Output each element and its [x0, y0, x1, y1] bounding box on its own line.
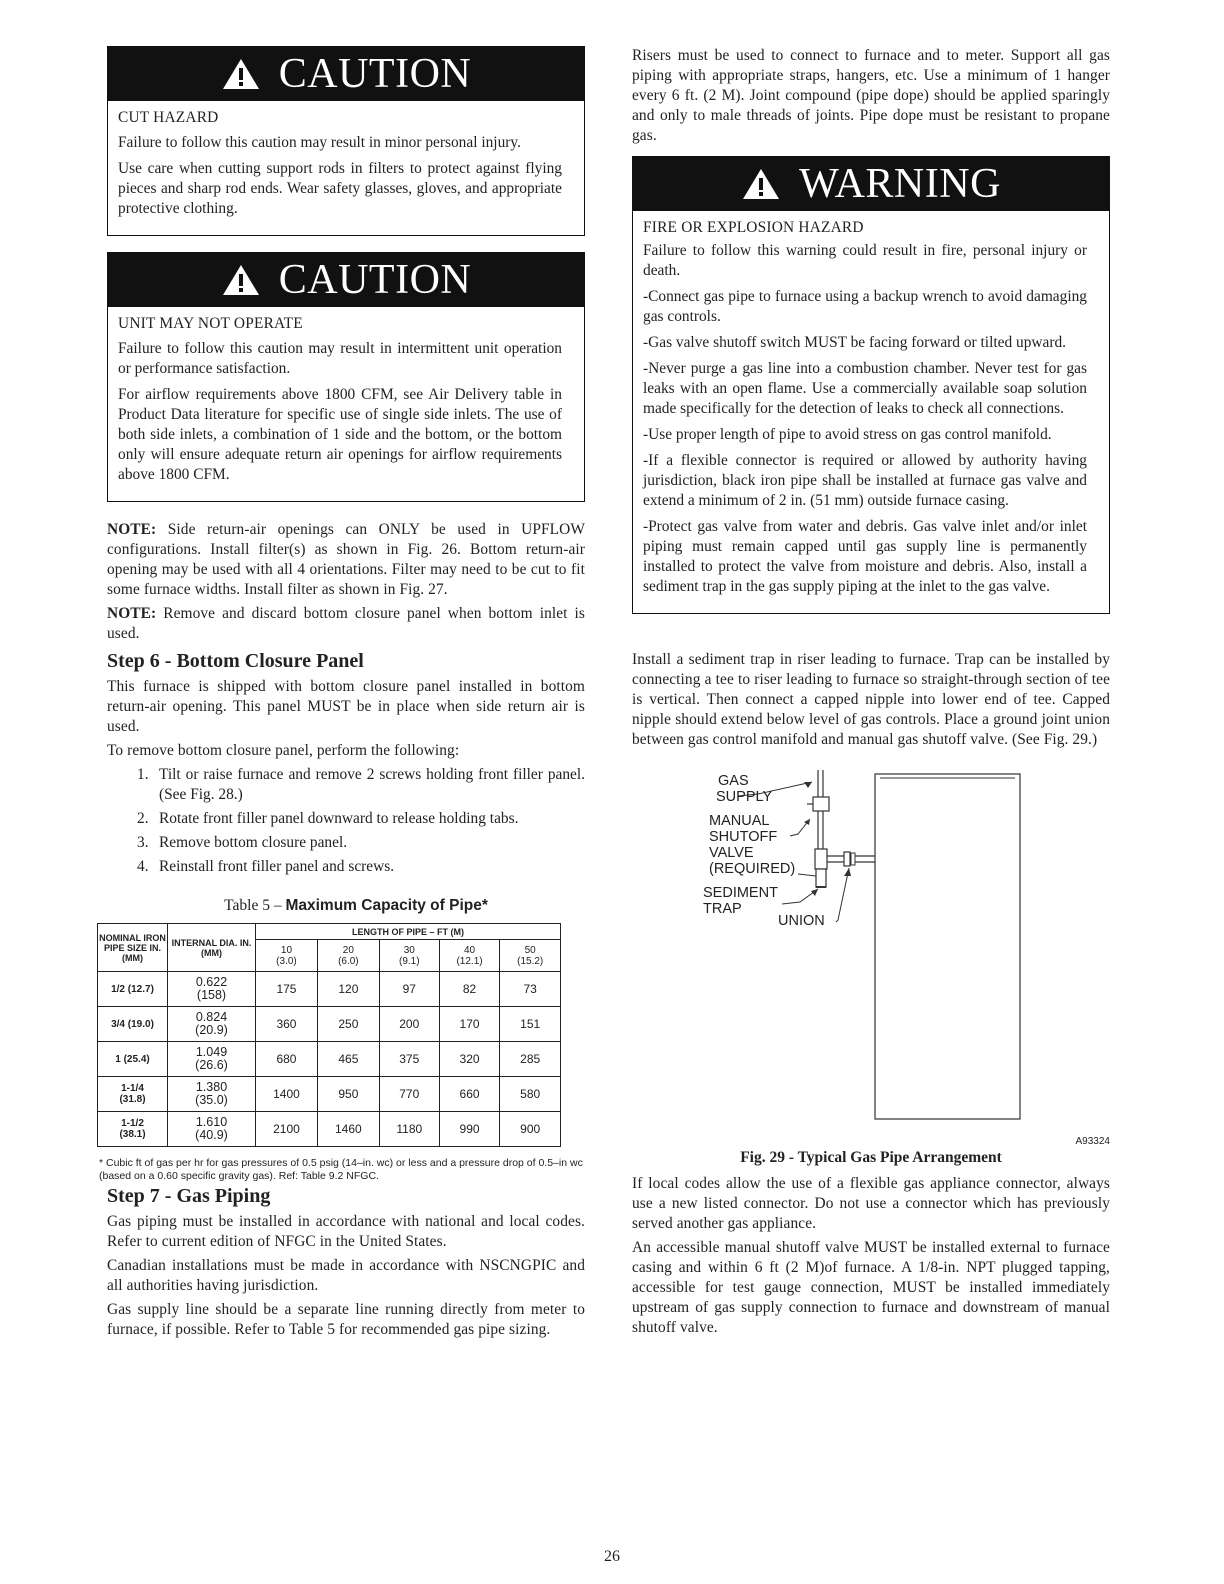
gas-pipe-diagram	[632, 764, 1110, 1144]
label-required: (REQUIRED)	[709, 861, 796, 877]
column-header: NOMINAL IRON PIPE SIZE IN. (MM)	[98, 924, 168, 972]
note-text: Remove and discard bottom closure panel when bottom inlet is used.	[107, 605, 585, 642]
hazard-paragraph: Failure to follow this caution may result in minor personal injury.	[118, 134, 521, 151]
left-column	[99, 46, 585, 1344]
note-paragraph	[107, 520, 585, 600]
caution-box-cut-hazard	[107, 46, 585, 236]
caution-banner	[108, 253, 584, 307]
column-header: LENGTH OF PIPE – FT (M)	[256, 924, 561, 940]
length-header: 30 (9.1)	[379, 940, 439, 972]
closure-panel-steps	[137, 765, 585, 877]
sediment-trap	[816, 869, 826, 887]
label-shutoff: SHUTOFF	[709, 829, 778, 845]
warning-triangle-icon	[741, 167, 781, 201]
pipe-tee	[815, 849, 827, 869]
label-union: UNION	[778, 913, 825, 929]
body-paragraph: Gas piping must be installed in accordance with national and local codes. Refer to current edition of NFGC in the United States.	[107, 1213, 585, 1250]
length-header: 20 (6.0)	[317, 940, 379, 972]
body-paragraph: Install a sediment trap in riser leading to furnace. Trap can be installed by connecting a tee to riser leading to furnace so straight-through section of tee is vertical. Then connect a capped nipple into lower end of tee. Capped nipple should extend below level of gas controls. Place a ground joint union between gas control manifold and manual gas shutoff valve. (See Fig. 29.)	[632, 651, 1110, 748]
caution-banner	[108, 47, 584, 101]
column-header: INTERNAL DIA. IN. (MM)	[168, 924, 256, 972]
note-text: Side return-air openings can ONLY be used in UPFLOW configurations. Install filter(s) as shown in Fig. 26. Bottom return-air opening may be used with all 4 orientations. Filter may need to be cut to fit some furnace widths. Install filter as shown in Fig. 27.	[107, 521, 585, 598]
leader-union	[836, 868, 849, 922]
figure-caption: Fig. 29 - Typical Gas Pipe Arrangement	[740, 1149, 1002, 1166]
hazard-paragraph: -Never purge a gas line into a combustion chamber. Never test for gas leaks with an open flame. Use a commercially available soap solution made specifically for the detection of leaks to check all connections.	[643, 360, 1087, 417]
list-item: 2. Rotate front filler panel downward to release holding tabs.	[137, 810, 519, 827]
warning-box-fire-hazard	[632, 156, 1110, 614]
length-header: 50 (15.2)	[500, 940, 561, 972]
figure-code: A93324	[1075, 1136, 1110, 1147]
figure-29	[632, 764, 1110, 1174]
furnace-casing	[875, 774, 1020, 1119]
body-paragraph: If local codes allow the use of a flexible gas appliance connector, always use a new listed connector. Do not use a connector which has previously served another gas appliance.	[632, 1175, 1110, 1232]
hazard-paragraph: Failure to follow this caution may result in intermittent unit operation or performance satisfaction.	[118, 340, 562, 377]
length-header: 40 (12.1)	[439, 940, 500, 972]
pipe-capacity-table	[97, 923, 561, 1147]
warning-triangle-icon	[221, 263, 261, 297]
hazard-paragraph: Use care when cutting support rods in filters to protect against flying pieces and sharp rod ends. Wear safety glasses, gloves, and appropriate protective clothing.	[118, 160, 562, 217]
table-row: 1-1/4 (31.8) 1.380 (35.0) 1400 950 770 660 580	[98, 1077, 561, 1112]
caution-box-unit-may-not-operate	[107, 252, 585, 502]
page-number: 26	[604, 1548, 620, 1565]
body-paragraph: Gas supply line should be a separate line running directly from meter to furnace, if possible. Refer to Table 5 for recommended gas pipe sizing.	[107, 1301, 585, 1338]
list-item: 3. Remove bottom closure panel.	[137, 834, 348, 851]
hazard-paragraph: -Protect gas valve from water and debris. Gas valve inlet and/or inlet piping must remain capped until gas supply line is permanently installed to protect the valve from moisture and debris. Also, install a sediment trap in the gas supply piping at the inlet to the gas valve.	[643, 518, 1087, 595]
label-manual: MANUAL	[709, 813, 770, 829]
warning-triangle-icon	[221, 57, 261, 91]
hazard-paragraph: -Connect gas pipe to furnace using a backup wrench to avoid damaging gas controls.	[643, 288, 1087, 325]
note-paragraph	[107, 604, 585, 644]
note-label: NOTE:	[107, 521, 157, 538]
hazard-paragraph: Failure to follow this warning could result in fire, personal injury or death.	[643, 242, 1087, 279]
step-6-heading: Step 6 - Bottom Closure Panel	[107, 650, 364, 672]
label-gas: GAS	[718, 773, 749, 789]
caution-word: CAUTION	[278, 257, 472, 303]
body-paragraph: This furnace is shipped with bottom closure panel installed in bottom return-air opening. This panel MUST be in place when side return air is used.	[107, 678, 585, 735]
hazard-paragraph: -Use proper length of pipe to avoid stress on gas control manifold.	[643, 426, 1052, 443]
table-row: 1 (25.4) 1.049 (26.6) 680 465 375 320 285	[98, 1042, 561, 1077]
body-paragraph: Canadian installations must be made in accordance with NSCNGPIC and all authorities having jurisdiction.	[107, 1257, 585, 1294]
body-paragraph: An accessible manual shutoff valve MUST be installed external to furnace casing and within 6 ft (2 M)of furnace. A 1/8-in. NPT plugged tapping, accessible for test gauge connection, MUST be installed immediately upstream of gas supply connection to furnace and downstream of manual shutoff valve.	[632, 1239, 1110, 1336]
hazard-paragraph: -If a flexible connector is required or allowed by authority having jurisdiction, black iron pipe shall be installed at furnace gas valve and extend a minimum of 2 in. (51 mm) outside furnace casing.	[643, 452, 1087, 509]
list-item: 1. Tilt or raise furnace and remove 2 screws holding front filler panel. (See Fig. 28.)	[137, 766, 585, 803]
table-row: 3/4 (19.0) 0.824 (20.9) 360 250 200 170 151	[98, 1007, 561, 1042]
table-row: 1/2 (12.7) 0.622 (158) 175 120 97 82 73	[98, 972, 561, 1007]
step-7-heading: Step 7 - Gas Piping	[107, 1185, 271, 1207]
hazard-title: FIRE OR EXPLOSION HAZARD	[643, 219, 864, 236]
shutoff-valve	[813, 797, 829, 811]
leader-required	[798, 874, 816, 876]
table-row: 1-1/2 (38.1) 1.610 (40.9) 2100 1460 1180 990 900	[98, 1112, 561, 1147]
label-trap: TRAP	[703, 901, 742, 917]
table-footnote: * Cubic ft of gas per hr for gas pressures of 0.5 psig (14–in. wc) or less and a pressure drop of 0.5–in wc (based on a 0.60 specific gravity gas). Ref: Table 9.2 NFGC.	[99, 1157, 583, 1182]
label-supply: SUPPLY	[716, 789, 773, 805]
label-valve: VALVE	[709, 845, 754, 861]
list-item: 4. Reinstall front filler panel and screws.	[137, 858, 395, 875]
hazard-paragraph: -Gas valve shutoff switch MUST be facing forward or tilted upward.	[643, 334, 1067, 351]
body-paragraph: Risers must be used to connect to furnace and to meter. Support all gas piping with appropriate straps, hangers, etc. Use a minimum of 1 hanger every 6 ft. (2 M). Joint compound (pipe dope) should be applied sparingly and only to male threads of joints. Pipe dope must be resistant to propane gas.	[632, 47, 1110, 144]
warning-word: WARNING	[799, 161, 1001, 207]
hazard-title: CUT HAZARD	[118, 109, 219, 126]
label-sediment: SEDIMENT	[703, 885, 778, 901]
right-column	[632, 46, 1110, 1342]
union-fitting	[844, 852, 850, 866]
note-label: NOTE:	[107, 605, 157, 622]
caution-word: CAUTION	[278, 51, 472, 97]
body-paragraph: To remove bottom closure panel, perform the following:	[107, 742, 460, 759]
length-header: 10 (3.0)	[256, 940, 318, 972]
hazard-paragraph: For airflow requirements above 1800 CFM, see Air Delivery table in Product Data literature for specific use of single side inlets. The use of both side inlets, a combination of 1 side and the bottom, or the bottom only will ensure adequate return air openings for airflow requirements above 1800 CFM.	[118, 386, 562, 483]
warning-banner	[633, 157, 1109, 211]
table-caption: Table 5 – Maximum Capacity of Pipe*	[224, 897, 488, 914]
hazard-title: UNIT MAY NOT OPERATE	[118, 315, 303, 332]
